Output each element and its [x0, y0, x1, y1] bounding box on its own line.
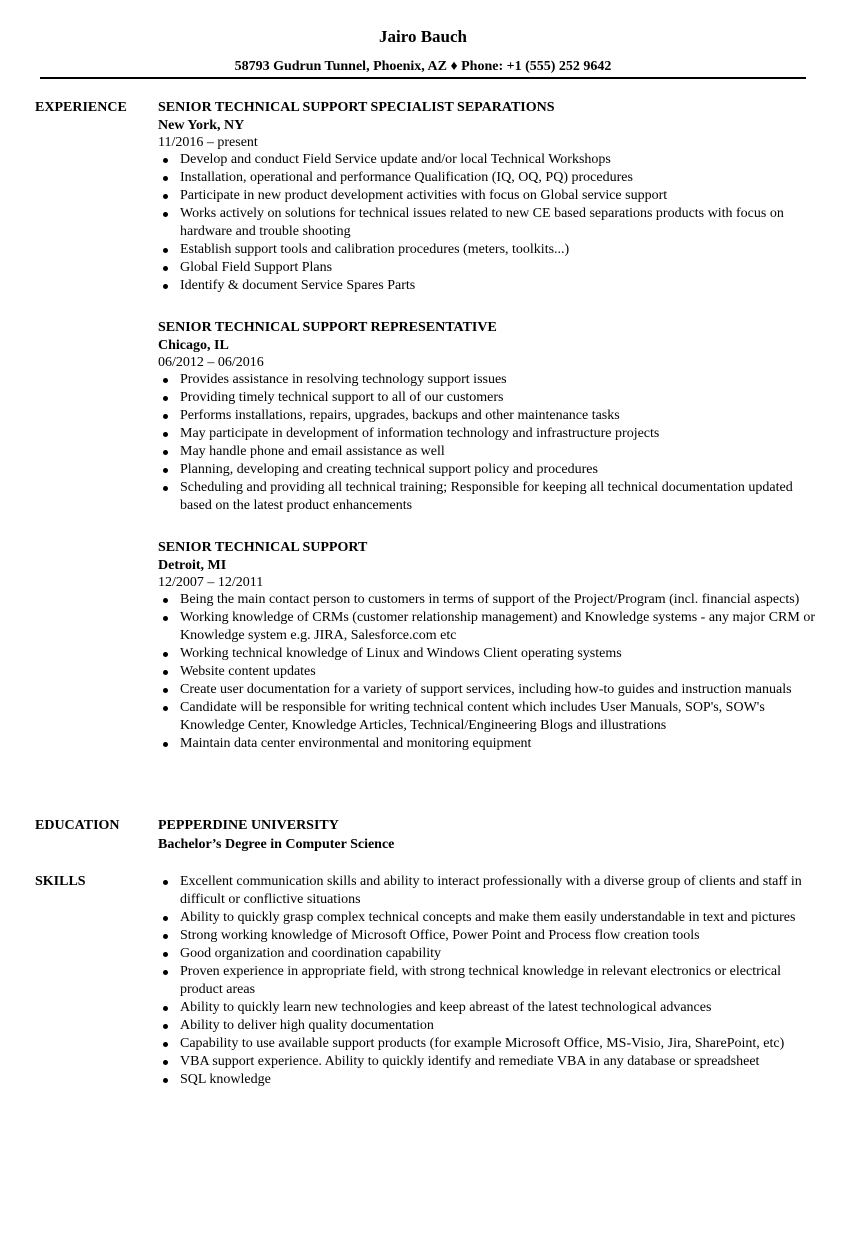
list-item-text: May participate in development of information technology and infrastructure projects	[180, 426, 660, 441]
list-item	[158, 873, 815, 909]
job-bullets	[158, 151, 815, 295]
list-item-text: Ability to quickly learn new technologies and keep abreast of the latest technological advances	[180, 1000, 712, 1015]
list-item	[158, 187, 815, 205]
section-label-education: EDUCATION	[35, 818, 120, 833]
bullet-icon	[163, 670, 168, 675]
bullet-icon	[163, 414, 168, 419]
skills-list	[158, 873, 815, 1089]
list-item-text: Being the main contact person to customers in terms of support of the Project/Program (incl. financial aspects)	[180, 592, 800, 607]
bullet-icon	[163, 248, 168, 253]
list-item-text: Establish support tools and calibration procedures (meters, toolkits...)	[180, 242, 570, 257]
list-item-text: Ability to deliver high quality documentation	[180, 1018, 434, 1033]
list-item-text: Working technical knowledge of Linux and Windows Client operating systems	[180, 646, 622, 661]
list-item	[158, 443, 815, 461]
list-item-text: May handle phone and email assistance as well	[180, 444, 445, 459]
list-item-text: Planning, developing and creating technical support policy and procedures	[180, 462, 598, 477]
bullet-icon	[163, 688, 168, 693]
list-item	[158, 681, 815, 699]
job-bullets	[158, 591, 815, 753]
bullet-icon	[163, 158, 168, 163]
list-item	[158, 461, 815, 479]
job-title: SENIOR TECHNICAL SUPPORT SPECIALIST SEPARATIONS	[158, 100, 555, 115]
list-item	[158, 259, 815, 277]
bullet-icon	[163, 176, 168, 181]
bullet-icon	[163, 916, 168, 921]
job-title: SENIOR TECHNICAL SUPPORT	[158, 540, 368, 555]
list-item	[158, 205, 815, 241]
list-item	[158, 169, 815, 187]
bullet-icon	[163, 1042, 168, 1047]
bullet-icon	[163, 266, 168, 271]
list-item	[158, 277, 815, 295]
list-item	[158, 591, 815, 609]
job-dates: 11/2016 – present	[158, 135, 258, 150]
bullet-icon	[163, 1060, 168, 1065]
bullet-icon	[163, 194, 168, 199]
bullet-icon	[163, 652, 168, 657]
list-item-text: Website content updates	[180, 664, 316, 679]
list-item-text: Candidate will be responsible for writing technical content which includes User Manuals, SOP's, SOW's Knowledge Center, Knowledge Articles, Technical/Engineering Blogs and illustrations	[180, 700, 765, 733]
job-location: Chicago, IL	[158, 338, 229, 353]
list-item-text: Maintain data center environmental and monitoring equipment	[180, 736, 532, 751]
degree-name: Bachelor’s Degree in Computer Science	[158, 837, 395, 852]
bullet-icon	[163, 396, 168, 401]
bullet-icon	[163, 378, 168, 383]
list-item-text: Works actively on solutions for technical issues related to new CE based separations products with focus on hardware and trouble shooting	[180, 206, 784, 239]
list-item	[158, 371, 815, 389]
bullet-icon	[163, 486, 168, 491]
list-item	[158, 407, 815, 425]
contact-line: 58793 Gudrun Tunnel, Phoenix, AZ ♦ Phone: +1 (555) 252 9642	[234, 59, 612, 74]
bullet-icon	[163, 706, 168, 711]
list-item	[158, 1071, 815, 1089]
list-item-text: Excellent communication skills and ability to interact professionally with a diverse group of clients and staff in difficult or conflictive situations	[180, 874, 802, 907]
bullet-icon	[163, 952, 168, 957]
list-item-text: Ability to quickly grasp complex technical concepts and make them easily understandable in text and pictures	[180, 910, 796, 925]
list-item	[158, 735, 815, 753]
list-item-text: Working knowledge of CRMs (customer relationship management) and Knowledge systems - any major CRM or Knowledge system e.g. JIRA, Salesforce.com etc	[180, 610, 815, 643]
job-dates: 06/2012 – 06/2016	[158, 355, 264, 370]
job-location: Detroit, MI	[158, 558, 227, 573]
education-body	[158, 817, 815, 855]
list-item	[158, 999, 815, 1017]
job-entry	[158, 99, 815, 295]
job-entry	[158, 319, 815, 515]
section-label-experience: EXPERIENCE	[35, 100, 127, 115]
bullet-icon	[163, 284, 168, 289]
list-item-text: Create user documentation for a variety of support services, including how-to guides and instruction manuals	[180, 682, 792, 697]
school-name: PEPPERDINE UNIVERSITY	[158, 818, 339, 833]
bullet-icon	[163, 1078, 168, 1083]
bullet-icon	[163, 1024, 168, 1029]
list-item	[158, 609, 815, 645]
list-item-text: Develop and conduct Field Service update and/or local Technical Workshops	[180, 152, 611, 167]
list-item-text: SQL knowledge	[180, 1072, 271, 1087]
list-item	[158, 909, 815, 927]
list-item-text: Scheduling and providing all technical training; Responsible for keeping all technical documentation updated based on the latest product enhancements	[180, 480, 793, 513]
list-item	[158, 1017, 815, 1035]
list-item	[158, 151, 815, 169]
bullet-icon	[163, 970, 168, 975]
list-item	[158, 945, 815, 963]
list-item-text: Global Field Support Plans	[180, 260, 333, 275]
list-item	[158, 241, 815, 259]
bullet-icon	[163, 212, 168, 217]
job-location: New York, NY	[158, 118, 245, 133]
section-label-skills: SKILLS	[35, 874, 86, 889]
candidate-name: Jairo Bauch	[378, 27, 467, 46]
list-item	[158, 389, 815, 407]
list-item	[158, 425, 815, 443]
bullet-icon	[163, 934, 168, 939]
job-entry	[158, 539, 815, 753]
resume-header	[40, 26, 806, 76]
job-title: SENIOR TECHNICAL SUPPORT REPRESENTATIVE	[158, 320, 497, 335]
list-item	[158, 1053, 815, 1071]
list-item-text: Installation, operational and performance Qualification (IQ, OQ, PQ) procedures	[180, 170, 633, 185]
list-item-text: Strong working knowledge of Microsoft Office, Power Point and Process flow creation tools	[180, 928, 700, 943]
bullet-icon	[163, 616, 168, 621]
list-item-text: Participate in new product development activities with focus on Global service support	[180, 188, 668, 203]
list-item	[158, 699, 815, 735]
job-bullets	[158, 371, 815, 515]
list-item	[158, 963, 815, 999]
list-item	[158, 663, 815, 681]
list-item	[158, 1035, 815, 1053]
list-item-text: Provides assistance in resolving technology support issues	[180, 372, 507, 387]
skills-body	[158, 873, 815, 1089]
experience-body	[158, 99, 815, 777]
list-item	[158, 927, 815, 945]
header-divider	[40, 77, 806, 79]
bullet-icon	[163, 598, 168, 603]
bullet-icon	[163, 1006, 168, 1011]
list-item	[158, 479, 815, 515]
bullet-icon	[163, 432, 168, 437]
bullet-icon	[163, 742, 168, 747]
list-item-text: VBA support experience. Ability to quickly identify and remediate VBA in any database or spreadsheet	[180, 1054, 760, 1069]
list-item-text: Capability to use available support products (for example Microsoft Office, MS-Visio, Jira, SharePoint, etc)	[180, 1036, 785, 1051]
job-dates: 12/2007 – 12/2011	[158, 575, 264, 590]
list-item-text: Good organization and coordination capability	[180, 946, 442, 961]
bullet-icon	[163, 450, 168, 455]
bullet-icon	[163, 468, 168, 473]
list-item-text: Proven experience in appropriate field, with strong technical knowledge in relevant electronics or electrical product areas	[180, 964, 781, 997]
list-item-text: Providing timely technical support to all of our customers	[180, 390, 504, 405]
bullet-icon	[163, 880, 168, 885]
list-item-text: Identify & document Service Spares Parts	[180, 278, 416, 293]
list-item-text: Performs installations, repairs, upgrades, backups and other maintenance tasks	[180, 408, 620, 423]
list-item	[158, 645, 815, 663]
